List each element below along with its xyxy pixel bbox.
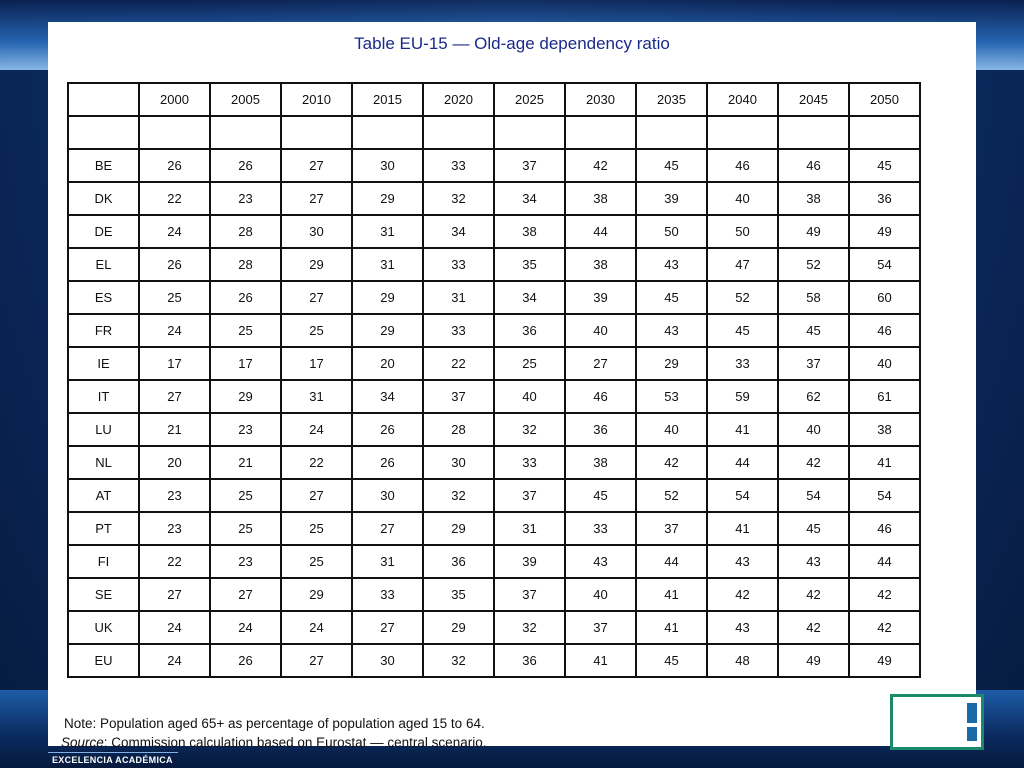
year-header: 2010 — [281, 83, 352, 116]
blank-cell — [494, 116, 565, 149]
ratio-cell: 50 — [707, 215, 778, 248]
ratio-cell: 29 — [281, 248, 352, 281]
ratio-cell: 44 — [565, 215, 636, 248]
ratio-cell: 26 — [210, 644, 281, 677]
footer-brand: EXCELENCIA ACADÉMICA — [52, 755, 173, 765]
country-label: SE — [68, 578, 139, 611]
ratio-cell: 43 — [636, 248, 707, 281]
ratio-cell: 37 — [423, 380, 494, 413]
ratio-cell: 42 — [636, 446, 707, 479]
ratio-cell: 23 — [210, 182, 281, 215]
ratio-cell: 45 — [778, 314, 849, 347]
ratio-cell: 42 — [707, 578, 778, 611]
ratio-cell: 54 — [707, 479, 778, 512]
ratio-cell: 37 — [494, 479, 565, 512]
table-title: Table EU-15 — Old-age dependency ratio — [354, 34, 670, 53]
ratio-cell: 40 — [565, 314, 636, 347]
ratio-cell: 20 — [139, 446, 210, 479]
ratio-cell: 40 — [778, 413, 849, 446]
ratio-cell: 38 — [778, 182, 849, 215]
country-label: FR — [68, 314, 139, 347]
ratio-cell: 52 — [707, 281, 778, 314]
year-header: 2050 — [849, 83, 920, 116]
ratio-cell: 41 — [849, 446, 920, 479]
ratio-cell: 41 — [707, 413, 778, 446]
ratio-cell: 49 — [849, 215, 920, 248]
ratio-cell: 31 — [494, 512, 565, 545]
slide-panel — [48, 22, 976, 750]
ratio-cell: 46 — [849, 314, 920, 347]
ratio-cell: 36 — [849, 182, 920, 215]
table-row — [68, 413, 920, 446]
ratio-cell: 26 — [210, 149, 281, 182]
ratio-cell: 21 — [210, 446, 281, 479]
ratio-cell: 62 — [778, 380, 849, 413]
ratio-cell: 20 — [352, 347, 423, 380]
country-label: LU — [68, 413, 139, 446]
blank-cell — [139, 116, 210, 149]
ratio-cell: 45 — [707, 314, 778, 347]
ratio-cell: 54 — [778, 479, 849, 512]
country-label: FI — [68, 545, 139, 578]
ratio-cell: 30 — [423, 446, 494, 479]
ratio-cell: 21 — [139, 413, 210, 446]
ratio-cell: 42 — [778, 446, 849, 479]
ratio-cell: 35 — [494, 248, 565, 281]
ratio-cell: 41 — [707, 512, 778, 545]
ratio-cell: 36 — [494, 314, 565, 347]
table-row — [68, 446, 920, 479]
country-label: DE — [68, 215, 139, 248]
ratio-cell: 22 — [423, 347, 494, 380]
ratio-cell: 22 — [139, 182, 210, 215]
ratio-cell: 27 — [210, 578, 281, 611]
ratio-cell: 43 — [636, 314, 707, 347]
ratio-cell: 26 — [210, 281, 281, 314]
ratio-cell: 45 — [636, 149, 707, 182]
table-row — [68, 611, 920, 644]
ratio-cell: 44 — [707, 446, 778, 479]
ratio-cell: 33 — [423, 314, 494, 347]
ratio-cell: 46 — [565, 380, 636, 413]
ratio-cell: 32 — [423, 479, 494, 512]
ratio-cell: 36 — [423, 545, 494, 578]
ratio-cell: 26 — [352, 446, 423, 479]
country-label: ES — [68, 281, 139, 314]
ratio-cell: 33 — [707, 347, 778, 380]
dependency-table — [67, 82, 921, 678]
ratio-cell: 17 — [210, 347, 281, 380]
ratio-cell: 27 — [139, 380, 210, 413]
ratio-cell: 27 — [139, 578, 210, 611]
ratio-cell: 25 — [210, 512, 281, 545]
table-row — [68, 380, 920, 413]
country-label: EL — [68, 248, 139, 281]
ratio-cell: 27 — [281, 644, 352, 677]
ratio-cell: 52 — [778, 248, 849, 281]
ratio-cell: 27 — [352, 611, 423, 644]
source-text: : Commission calculation based on Eurostat — central scenario. — [103, 735, 487, 750]
ratio-cell: 49 — [778, 644, 849, 677]
blank-cell — [423, 116, 494, 149]
ratio-cell: 22 — [281, 446, 352, 479]
table-row — [68, 512, 920, 545]
ratio-cell: 34 — [494, 281, 565, 314]
year-header: 2030 — [565, 83, 636, 116]
ratio-cell: 49 — [849, 644, 920, 677]
table-row — [68, 578, 920, 611]
ratio-cell: 42 — [565, 149, 636, 182]
ratio-cell: 54 — [849, 479, 920, 512]
ratio-cell: 33 — [565, 512, 636, 545]
country-label: AT — [68, 479, 139, 512]
ratio-cell: 54 — [849, 248, 920, 281]
ratio-cell: 23 — [210, 413, 281, 446]
ratio-cell: 29 — [423, 512, 494, 545]
ratio-cell: 29 — [423, 611, 494, 644]
ratio-cell: 24 — [139, 215, 210, 248]
year-header: 2000 — [139, 83, 210, 116]
country-label: EU — [68, 644, 139, 677]
ratio-cell: 40 — [707, 182, 778, 215]
ratio-cell: 24 — [281, 413, 352, 446]
ratio-cell: 31 — [352, 248, 423, 281]
ratio-cell: 49 — [778, 215, 849, 248]
ratio-cell: 53 — [636, 380, 707, 413]
blank-cell — [778, 116, 849, 149]
ratio-cell: 31 — [352, 545, 423, 578]
country-label: PT — [68, 512, 139, 545]
ratio-cell: 24 — [139, 644, 210, 677]
ratio-cell: 25 — [494, 347, 565, 380]
table-row — [68, 644, 920, 677]
year-header: 2025 — [494, 83, 565, 116]
ratio-cell: 37 — [778, 347, 849, 380]
ratio-cell: 30 — [352, 149, 423, 182]
ratio-cell: 33 — [423, 149, 494, 182]
table-row — [68, 248, 920, 281]
blank-row — [68, 116, 920, 149]
blank-cell — [210, 116, 281, 149]
ratio-cell: 31 — [352, 215, 423, 248]
ratio-cell: 59 — [707, 380, 778, 413]
ratio-cell: 23 — [139, 479, 210, 512]
ratio-cell: 22 — [139, 545, 210, 578]
ratio-cell: 38 — [565, 182, 636, 215]
ratio-cell: 45 — [849, 149, 920, 182]
table-row — [68, 281, 920, 314]
ratio-cell: 17 — [139, 347, 210, 380]
ratio-cell: 33 — [352, 578, 423, 611]
ratio-cell: 43 — [565, 545, 636, 578]
ratio-cell: 37 — [494, 578, 565, 611]
header-row — [68, 83, 920, 116]
ratio-cell: 34 — [423, 215, 494, 248]
year-header: 2040 — [707, 83, 778, 116]
table-source — [61, 735, 486, 750]
ratio-cell: 32 — [423, 182, 494, 215]
ratio-cell: 37 — [636, 512, 707, 545]
ratio-cell: 23 — [139, 512, 210, 545]
ratio-cell: 26 — [139, 248, 210, 281]
ratio-cell: 24 — [139, 611, 210, 644]
blank-cell — [352, 116, 423, 149]
table-row — [68, 347, 920, 380]
blank-cell — [707, 116, 778, 149]
table-row — [68, 545, 920, 578]
year-header: 2020 — [423, 83, 494, 116]
ratio-cell: 47 — [707, 248, 778, 281]
ratio-cell: 34 — [352, 380, 423, 413]
year-header: 2045 — [778, 83, 849, 116]
country-label: UK — [68, 611, 139, 644]
year-header: 2005 — [210, 83, 281, 116]
ratio-cell: 43 — [707, 611, 778, 644]
ratio-cell: 28 — [210, 248, 281, 281]
header-corner-cell — [68, 83, 139, 116]
footer-divider — [48, 752, 178, 753]
table-note: Note: Population aged 65+ as percentage of population aged 15 to 64. — [64, 716, 485, 731]
ratio-cell: 41 — [636, 578, 707, 611]
ratio-cell: 38 — [849, 413, 920, 446]
logo-mark-lower — [967, 727, 977, 741]
ratio-cell: 32 — [494, 611, 565, 644]
ratio-cell: 25 — [281, 314, 352, 347]
blank-cell — [565, 116, 636, 149]
ratio-cell: 46 — [849, 512, 920, 545]
ratio-cell: 38 — [494, 215, 565, 248]
country-label: NL — [68, 446, 139, 479]
ratio-cell: 27 — [281, 182, 352, 215]
ratio-cell: 42 — [849, 578, 920, 611]
ratio-cell: 24 — [210, 611, 281, 644]
blank-cell — [281, 116, 352, 149]
ratio-cell: 35 — [423, 578, 494, 611]
ratio-cell: 31 — [423, 281, 494, 314]
ratio-cell: 41 — [636, 611, 707, 644]
ratio-cell: 43 — [778, 545, 849, 578]
ratio-cell: 32 — [423, 644, 494, 677]
ratio-cell: 45 — [636, 281, 707, 314]
ratio-cell: 31 — [281, 380, 352, 413]
ratio-cell: 48 — [707, 644, 778, 677]
ratio-cell: 52 — [636, 479, 707, 512]
ratio-cell: 61 — [849, 380, 920, 413]
ratio-cell: 25 — [210, 479, 281, 512]
ratio-cell: 29 — [352, 314, 423, 347]
ratio-cell: 29 — [352, 182, 423, 215]
ratio-cell: 30 — [352, 479, 423, 512]
ratio-cell: 46 — [707, 149, 778, 182]
blank-cell — [849, 116, 920, 149]
ratio-cell: 40 — [565, 578, 636, 611]
ratio-cell: 26 — [352, 413, 423, 446]
country-label: IE — [68, 347, 139, 380]
country-label: DK — [68, 182, 139, 215]
table-row — [68, 215, 920, 248]
country-label: IT — [68, 380, 139, 413]
ratio-cell: 24 — [281, 611, 352, 644]
ratio-cell: 27 — [281, 149, 352, 182]
ratio-cell: 38 — [565, 248, 636, 281]
ratio-cell: 37 — [494, 149, 565, 182]
ratio-cell: 33 — [494, 446, 565, 479]
country-label: BE — [68, 149, 139, 182]
ratio-cell: 45 — [565, 479, 636, 512]
logo-mark — [967, 703, 977, 723]
ratio-cell: 43 — [707, 545, 778, 578]
ratio-cell: 28 — [423, 413, 494, 446]
ratio-cell: 24 — [139, 314, 210, 347]
ratio-cell: 41 — [565, 644, 636, 677]
ratio-cell: 29 — [636, 347, 707, 380]
ratio-cell: 40 — [849, 347, 920, 380]
ratio-cell: 60 — [849, 281, 920, 314]
ratio-cell: 42 — [778, 578, 849, 611]
ratio-cell: 25 — [281, 545, 352, 578]
ratio-cell: 46 — [778, 149, 849, 182]
ratio-cell: 44 — [636, 545, 707, 578]
ratio-cell: 25 — [281, 512, 352, 545]
ratio-cell: 58 — [778, 281, 849, 314]
ratio-cell: 45 — [778, 512, 849, 545]
year-header: 2035 — [636, 83, 707, 116]
ratio-cell: 27 — [565, 347, 636, 380]
ratio-cell: 36 — [565, 413, 636, 446]
ratio-cell: 32 — [494, 413, 565, 446]
ratio-cell: 36 — [494, 644, 565, 677]
ratio-cell: 39 — [565, 281, 636, 314]
ratio-cell: 26 — [139, 149, 210, 182]
ratio-cell: 28 — [210, 215, 281, 248]
source-label: Source — [61, 735, 104, 750]
ratio-cell: 17 — [281, 347, 352, 380]
ratio-cell: 44 — [849, 545, 920, 578]
ratio-cell: 45 — [636, 644, 707, 677]
ratio-cell: 40 — [494, 380, 565, 413]
ratio-cell: 29 — [281, 578, 352, 611]
ratio-cell: 27 — [281, 281, 352, 314]
blank-cell — [636, 116, 707, 149]
ratio-cell: 30 — [281, 215, 352, 248]
ratio-cell: 39 — [636, 182, 707, 215]
table-row — [68, 182, 920, 215]
table-row — [68, 314, 920, 347]
table-row — [68, 479, 920, 512]
ratio-cell: 29 — [210, 380, 281, 413]
institution-logo — [890, 694, 984, 750]
year-header: 2015 — [352, 83, 423, 116]
ratio-cell: 25 — [139, 281, 210, 314]
ratio-cell: 42 — [778, 611, 849, 644]
ratio-cell: 33 — [423, 248, 494, 281]
ratio-cell: 29 — [352, 281, 423, 314]
ratio-cell: 50 — [636, 215, 707, 248]
table-row — [68, 149, 920, 182]
ratio-cell: 30 — [352, 644, 423, 677]
ratio-cell: 27 — [281, 479, 352, 512]
ratio-cell: 39 — [494, 545, 565, 578]
ratio-cell: 37 — [565, 611, 636, 644]
ratio-cell: 38 — [565, 446, 636, 479]
blank-cell — [68, 116, 139, 149]
ratio-cell: 34 — [494, 182, 565, 215]
ratio-cell: 40 — [636, 413, 707, 446]
ratio-cell: 42 — [849, 611, 920, 644]
ratio-cell: 27 — [352, 512, 423, 545]
ratio-cell: 23 — [210, 545, 281, 578]
ratio-cell: 25 — [210, 314, 281, 347]
